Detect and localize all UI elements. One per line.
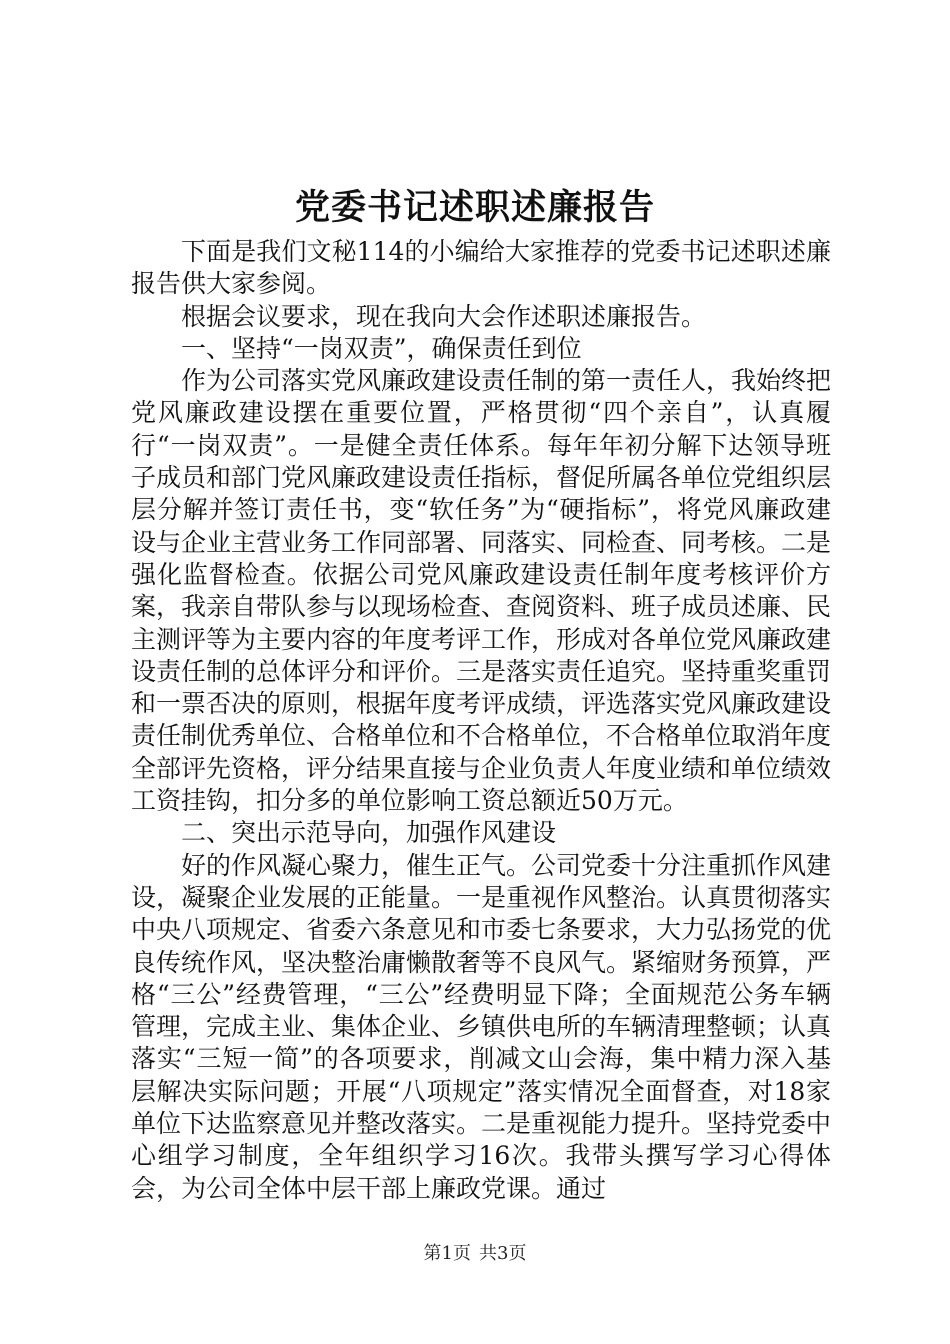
- paragraph-intro: 下面是我们文秘114的小编给大家推荐的党委书记述职述廉报告供大家参阅。: [131, 237, 831, 299]
- paragraph-section-1: 作为公司落实党风廉政建设责任制的第一责任人，我始终把党风廉政建设摆在重要位置，严格贯彻“四个亲自”，认真履行“一岗双责”。一是健全责任体系。每年年初分解下达领导班子成员和部门党风廉政建设责任指标，督促所属各单位党组织层层分解并签订责任书，变“软任务”为“硬指标”，将党风廉政建设与企业主营业务工作同部署、同落实、同检查、同考核。二是强化监督检查。依据公司党风廉政建设责任制年度考核评价方案，我亲自带队参与以现场检查、查阅资料、班子成员述廉、民主测评等为主要内容的年度考评工作，形成对各单位党风廉政建设责任制的总体评分和评价。三是落实责任追究。坚持重奖重罚和一票否决的原则，根据年度考评成绩，评选落实党风廉政建设责任制优秀单位、合格单位和不合格单位，不合格单位取消年度全部评先资格，评分结果直接与企业负责人年度业绩和单位绩效工资挂钩，扣分多的单位影响工资总额近50万元。: [131, 366, 832, 816]
- section-heading-1: 一、坚持“一岗双责”，确保责任到位: [181, 333, 582, 363]
- document-title: 党委书记述职述廉报告: [294, 187, 655, 228]
- page-total: 共3页: [479, 1243, 527, 1264]
- page-number: 第1页: [423, 1243, 471, 1264]
- section-heading-2: 二、突出示范导向，加强作风建设: [181, 818, 557, 848]
- paragraph-opening: 根据会议要求，现在我向大会作述职述廉报告。: [181, 301, 707, 331]
- paragraph-section-2: 好的作风凝心聚力，催生正气。公司党委十分注重抓作风建设，凝聚企业发展的正能量。一是重视作风整治。认真贯彻落实中央八项规定、省委六条意见和市委七条要求，大力弘扬党的优良传统作风，坚决整治庸懒散奢等不良风气。紧缩财务预算，严格“三公”经费管理，“三公”经费明显下降；全面规范公务车辆管理，完成主业、集体企业、乡镇供电所的车辆清理整顿；认真落实“三短一简”的各项要求，削减文山会海，集中精力深入基层解决实际问题；开展“八项规定”落实情况全面督查，对18家单位下达监察意见并整改落实。二是重视能力提升。坚持党委中心组学习制度，全年组织学习16次。我带头撰写学习心得体会，为公司全体中层干部上廉政党课。通过: [131, 850, 832, 1203]
- document-body: [131, 236, 831, 1205]
- page-footer: [0, 1242, 950, 1266]
